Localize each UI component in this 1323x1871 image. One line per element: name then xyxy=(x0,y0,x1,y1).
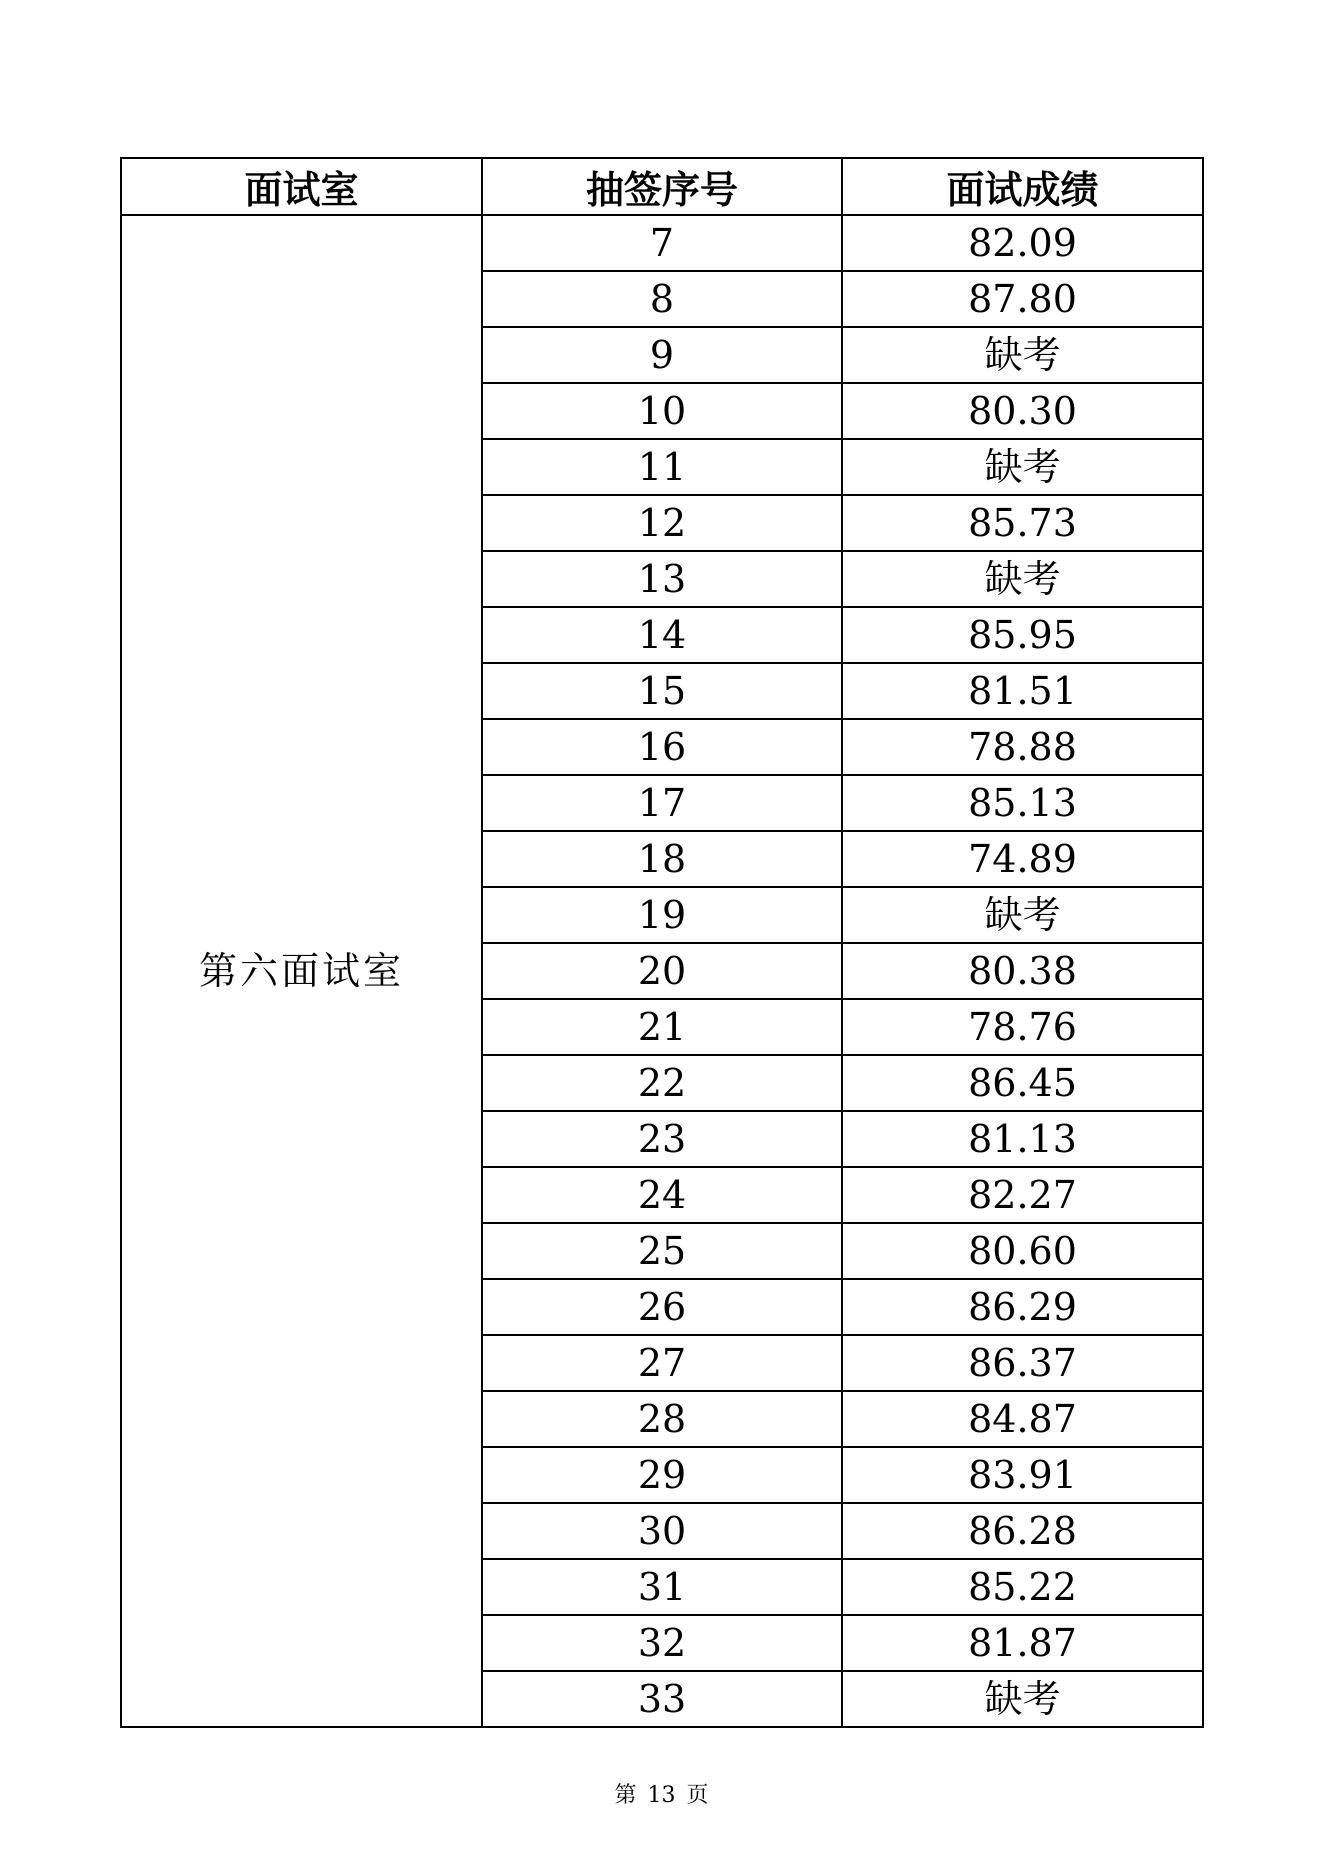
header-room: 面试室 xyxy=(121,158,482,215)
score-cell: 80.30 xyxy=(842,383,1203,439)
header-score: 面试成绩 xyxy=(842,158,1203,215)
table-body xyxy=(121,215,1203,1727)
draw-number-cell: 18 xyxy=(482,831,842,887)
draw-number-cell: 21 xyxy=(482,999,842,1055)
draw-number-cell: 32 xyxy=(482,1615,842,1671)
draw-number-cell: 29 xyxy=(482,1447,842,1503)
draw-number-cell: 15 xyxy=(482,663,842,719)
score-cell: 86.29 xyxy=(842,1279,1203,1335)
score-cell: 80.60 xyxy=(842,1223,1203,1279)
score-cell: 78.88 xyxy=(842,719,1203,775)
draw-number-cell: 12 xyxy=(482,495,842,551)
score-cell: 86.37 xyxy=(842,1335,1203,1391)
score-table xyxy=(120,157,1204,1728)
draw-number-cell: 23 xyxy=(482,1111,842,1167)
draw-number-cell: 28 xyxy=(482,1391,842,1447)
score-cell: 86.28 xyxy=(842,1503,1203,1559)
draw-number-cell: 31 xyxy=(482,1559,842,1615)
draw-number-cell: 8 xyxy=(482,271,842,327)
score-cell: 78.76 xyxy=(842,999,1203,1055)
score-cell: 缺考 xyxy=(842,439,1203,495)
score-cell: 缺考 xyxy=(842,327,1203,383)
score-cell: 80.38 xyxy=(842,943,1203,999)
score-cell: 缺考 xyxy=(842,1671,1203,1727)
draw-number-cell: 17 xyxy=(482,775,842,831)
draw-number-cell: 9 xyxy=(482,327,842,383)
draw-number-cell: 13 xyxy=(482,551,842,607)
draw-number-cell: 27 xyxy=(482,1335,842,1391)
header-row xyxy=(121,158,1203,215)
draw-number-cell: 7 xyxy=(482,215,842,271)
score-cell: 81.87 xyxy=(842,1615,1203,1671)
draw-number-cell: 22 xyxy=(482,1055,842,1111)
table-row xyxy=(121,215,1203,271)
draw-number-cell: 14 xyxy=(482,607,842,663)
room-name-cell: 第六面试室 xyxy=(121,215,482,1727)
draw-number-cell: 33 xyxy=(482,1671,842,1727)
score-cell: 缺考 xyxy=(842,887,1203,943)
score-cell: 86.45 xyxy=(842,1055,1203,1111)
score-cell: 81.13 xyxy=(842,1111,1203,1167)
score-cell: 85.13 xyxy=(842,775,1203,831)
score-cell: 缺考 xyxy=(842,551,1203,607)
score-cell: 82.27 xyxy=(842,1167,1203,1223)
draw-number-cell: 24 xyxy=(482,1167,842,1223)
score-cell: 84.87 xyxy=(842,1391,1203,1447)
draw-number-cell: 11 xyxy=(482,439,842,495)
score-cell: 87.80 xyxy=(842,271,1203,327)
score-cell: 82.09 xyxy=(842,215,1203,271)
draw-number-cell: 10 xyxy=(482,383,842,439)
score-cell: 83.91 xyxy=(842,1447,1203,1503)
draw-number-cell: 20 xyxy=(482,943,842,999)
score-cell: 85.22 xyxy=(842,1559,1203,1615)
draw-number-cell: 26 xyxy=(482,1279,842,1335)
score-cell: 85.73 xyxy=(842,495,1203,551)
draw-number-cell: 19 xyxy=(482,887,842,943)
header-draw-number: 抽签序号 xyxy=(482,158,842,215)
draw-number-cell: 30 xyxy=(482,1503,842,1559)
score-cell: 81.51 xyxy=(842,663,1203,719)
page-number: 第 13 页 xyxy=(614,1783,709,1808)
score-cell: 74.89 xyxy=(842,831,1203,887)
draw-number-cell: 25 xyxy=(482,1223,842,1279)
score-cell: 85.95 xyxy=(842,607,1203,663)
draw-number-cell: 16 xyxy=(482,719,842,775)
